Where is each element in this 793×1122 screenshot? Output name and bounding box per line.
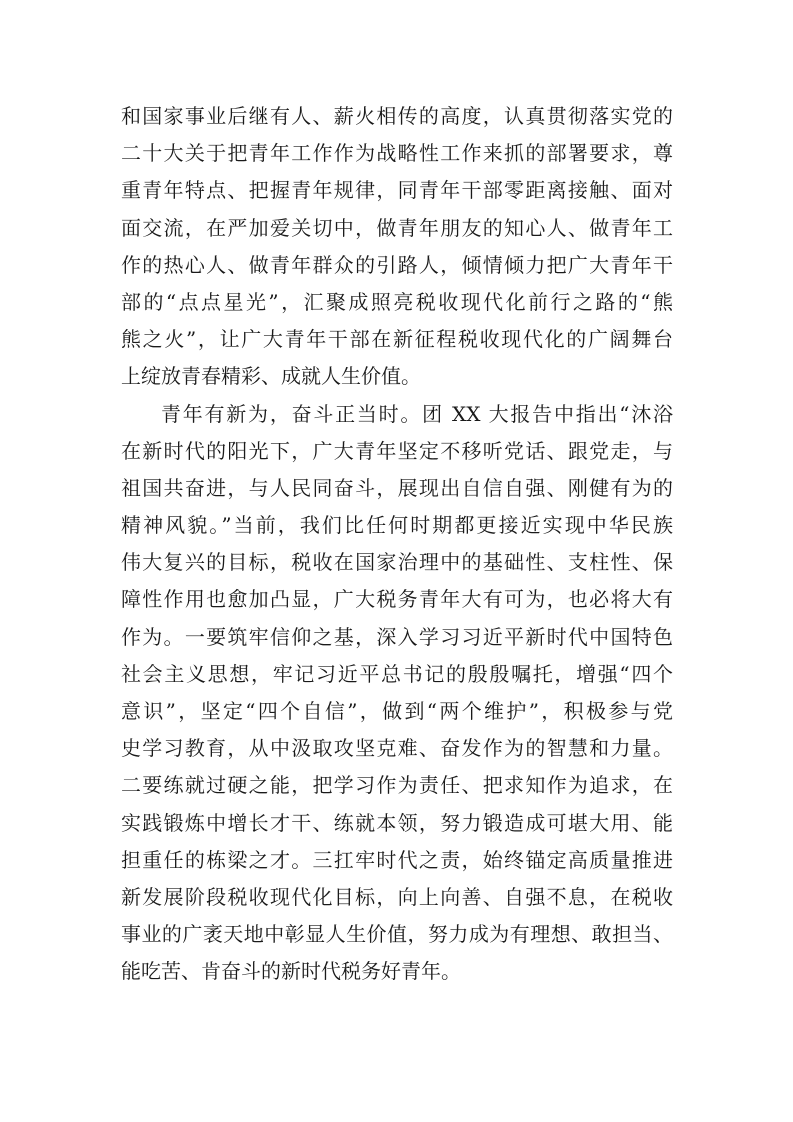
document-body <box>121 98 673 991</box>
text-line: 上绽放青春精彩、成就人生价值。 <box>121 364 421 389</box>
text-line: 二十大关于把青年工作作为战略性工作来抓的部署要求，尊 <box>121 141 673 166</box>
text-line: 能吃苦、肯奋斗的新时代税务好青年。 <box>121 959 461 984</box>
text-line: 部的“点点星光”，汇聚成照亮税收现代化前行之路的“熊 <box>121 289 673 314</box>
text-line: 精神风貌。”当前，我们比任何时期都更接近实现中华民族 <box>121 513 673 538</box>
text-line: 事业的广袤天地中彰显人生价值，努力成为有理想、敢担当、 <box>121 922 673 947</box>
text-line: 重青年特点、把握青年规律，同青年干部零距离接触、面对 <box>121 178 673 203</box>
text-line: 障性作用也愈加凸显，广大税务青年大有可为，也必将大有 <box>121 587 673 612</box>
text-line: 和国家事业后继有人、薪火相传的高度，认真贯彻落实党的 <box>121 104 673 128</box>
text-line: 伟大复兴的目标，税收在国家治理中的基础性、支柱性、保 <box>121 550 673 575</box>
text-line: 意识”，坚定“四个自信”，做到“两个维护”，积极参与党 <box>121 699 673 723</box>
text-line: 担重任的栋梁之才。三扛牢时代之责，始终锚定高质量推进 <box>121 847 673 872</box>
text-line: 青年有新为，奋斗正当时。团 XX 大报告中指出“沐浴 <box>161 401 673 426</box>
text-line: 史学习教育，从中汲取攻坚克难、奋发作为的智慧和力量。 <box>121 736 673 761</box>
paragraph-1 <box>121 98 673 396</box>
text-line: 社会主义思想，牢记习近平总书记的殷殷嘱托，增强“四个 <box>121 661 673 686</box>
text-line: 作的热心人、做青年群众的引路人，倾情倾力把广大青年干 <box>121 252 673 277</box>
text-line: 实践锻炼中增长才干、练就本领，努力锻造成可堪大用、能 <box>121 810 673 835</box>
text-line: 作为。一要筑牢信仰之基，深入学习习近平新时代中国特色 <box>121 624 673 649</box>
text-line: 祖国共奋进，与人民同奋斗，展现出自信自强、刚健有为的 <box>121 475 673 500</box>
text-line: 新发展阶段税收现代化目标，向上向善、自强不息，在税收 <box>121 884 673 909</box>
text-line: 熊之火”，让广大青年干部在新征程税收现代化的广阔舞台 <box>121 327 673 352</box>
text-line: 面交流，在严加爱关切中，做青年朋友的知心人、做青年工 <box>121 215 673 240</box>
text-line: 二要练就过硬之能，把学习作为责任、把求知作为追求，在 <box>121 773 673 798</box>
paragraph-2 <box>121 396 673 991</box>
text-line: 在新时代的阳光下，广大青年坚定不移听党话、跟党走，与 <box>121 438 673 463</box>
